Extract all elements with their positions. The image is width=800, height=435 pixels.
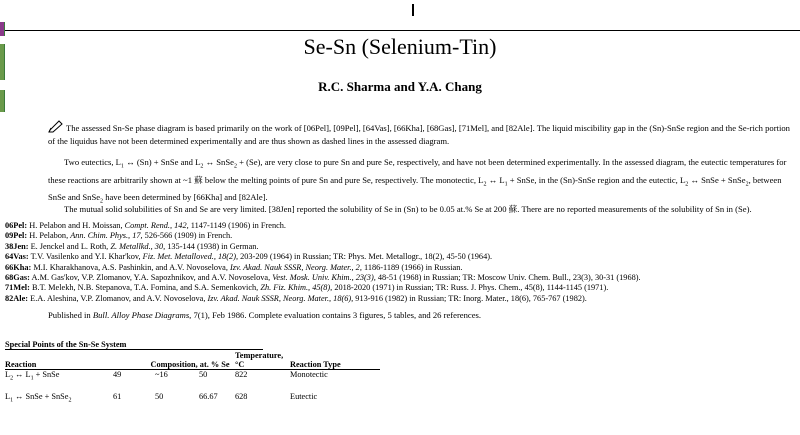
paragraph-eutectics: Two eutectics, $L_1$ ↔ (Sn) + SnSe and $L_2$ ↔ SnSe$_2$ + (Se), are very close to pure Sn and pure Se, respectively, and have not been determined experimentally. In the assessed diagram, the eutectic temperatures for these reactions are arbitrarily shown at ~1 蘇 below the melting points of pure Sn and pure Se, respectively. The monotectic, $L_2$ ↔ $L_1$ + SnSe, in the (Sn)-SnSe region and the eutectic, $L_2$ ↔ SnSe + SnSe$_2$, between SnSe and SnSe$_2$ have been determined by [66Kha] and [82Ale]. — [48, 157, 787, 206]
cell-reaction: $L_2$ ↔ $L_1$ + SnSe — [5, 370, 60, 382]
cell-temperature: 628 — [235, 391, 248, 401]
cell-reaction-type: Eutectic — [290, 391, 318, 401]
header-composition: Composition, at. % Se — [145, 350, 235, 370]
special-points-title: Special Points of the Sn-Se System — [5, 340, 127, 349]
reference-item: 09Pel: H. Pelabon, Ann. Chim. Phys., 17, 526-566 (1909) in French. — [5, 231, 233, 241]
paragraph-intro — [48, 119, 790, 148]
paragraph-intro-text: The assessed Sn-Se phase diagram is based primarily on the work of [06Pel], [09Pel], [64Vas], [66Kha], [68Gas], [71Mel], and [82Ale]. The liquid miscibility gap in the (Sn)-SnSe region and the Se-rich portion of the liquidus have not been determined experimentally and are thus shown as dashed lines in the assessed diagram. — [48, 123, 790, 146]
header-reaction: Reaction — [5, 350, 91, 370]
header-temperature: Temperature, °C — [235, 350, 290, 370]
reference-item: 71Mel: B.T. Melekh, N.B. Stepanova, T.A. Fomina, and S.A. Semenkovich, Zh. Fiz. Khim., 45(8), 2018-2020 (1971) in Russian; TR: Russ. J. Phys. Chem., 45(8), 1144-1145 (1971). — [5, 283, 609, 293]
authors: R.C. Sharma and Y.A. Chang — [318, 79, 482, 94]
text-cursor — [412, 4, 414, 16]
cell-temperature: 822 — [235, 370, 248, 379]
table-header-row — [5, 350, 380, 370]
references-list — [5, 221, 795, 304]
publication-note: Published in Bull. Alloy Phase Diagrams, 7(1), Feb 1986. Complete evaluation contains 3 figures, 5 tables, and 26 references. — [48, 310, 482, 320]
reference-item: 66Kha: M.I. Kharakhanova, A.S. Pashinkin, and A.V. Novoselova, Izv. Akad. Nauk SSSR, Neorg. Mater., 2, 1186-1189 (1966) in Russian. — [5, 262, 463, 272]
pencil-note-icon[interactable] — [48, 119, 64, 133]
page-title: Se-Sn (Selenium-Tin) — [303, 34, 497, 59]
cell-comp-2: 50 — [155, 391, 164, 401]
table-row — [5, 392, 380, 404]
cell-comp-1: 61 — [113, 391, 122, 401]
cell-comp-3: 66.67 — [199, 391, 218, 401]
cell-comp-3: 50 — [199, 370, 208, 379]
table-row — [5, 370, 380, 392]
paragraph-solubility-text: The mutual solid solubilities of Sn and Se are very limited. [38Jen] reported the solubility of Se in (Sn) to be 0.05 at.% Se at 200 蘇. There are no reported measurements of the solubility of Sn in (Se). — [64, 204, 752, 214]
reference-item: 06Pel: H. Pelabon and H. Moissan, Compt. Rend., 142, 1147-1149 (1906) in French. — [5, 221, 287, 230]
cell-reaction: $L_1$ ↔ SnSe + SnSe$_2$ — [5, 391, 72, 404]
reference-item: 68Gas: A.M. Gas'kov, V.P. Zlomanov, Y.A. Sapozhnikov, and A.V. Novoselova, Vest. Mosk. Univ. Khim., 23(3), 48-51 (1968) in Russian; TR: Moscow Univ. Chem. Bull., 23(3), 30-31 (1968). — [5, 273, 641, 283]
top-rule — [5, 30, 800, 31]
special-points-table — [5, 350, 380, 403]
header-reaction-type: Reaction Type — [290, 350, 380, 370]
reference-item: 38Jen: E. Jenckel and L. Roth, Z. Metallkd., 30, 135-144 (1938) in German. — [5, 241, 259, 251]
reference-item: 82Ale: E.A. Aleshina, V.P. Zlomanov, and A.V. Novoselova, Izv. Akad. Nauk SSSR, Neorg. Mater., 18(6), 913-916 (1982) in Russian; TR: Inorg. Mater., 18(6), 765-767 (1982). — [5, 293, 587, 303]
reference-item: 64Vas: T.V. Vasilenko and Y.I. Khar'kov, Fiz. Met. Metalloved., 18(2), 203-209 (1964) in Russian; TR: Phys. Met. Metallogr., 18(2), 45-50 (1964). — [5, 252, 493, 262]
cell-comp-2: ~16 — [155, 370, 168, 379]
cell-reaction-type: Monotectic — [290, 370, 328, 379]
paragraph-solubility — [48, 203, 790, 216]
cell-comp-1: 49 — [113, 370, 122, 379]
